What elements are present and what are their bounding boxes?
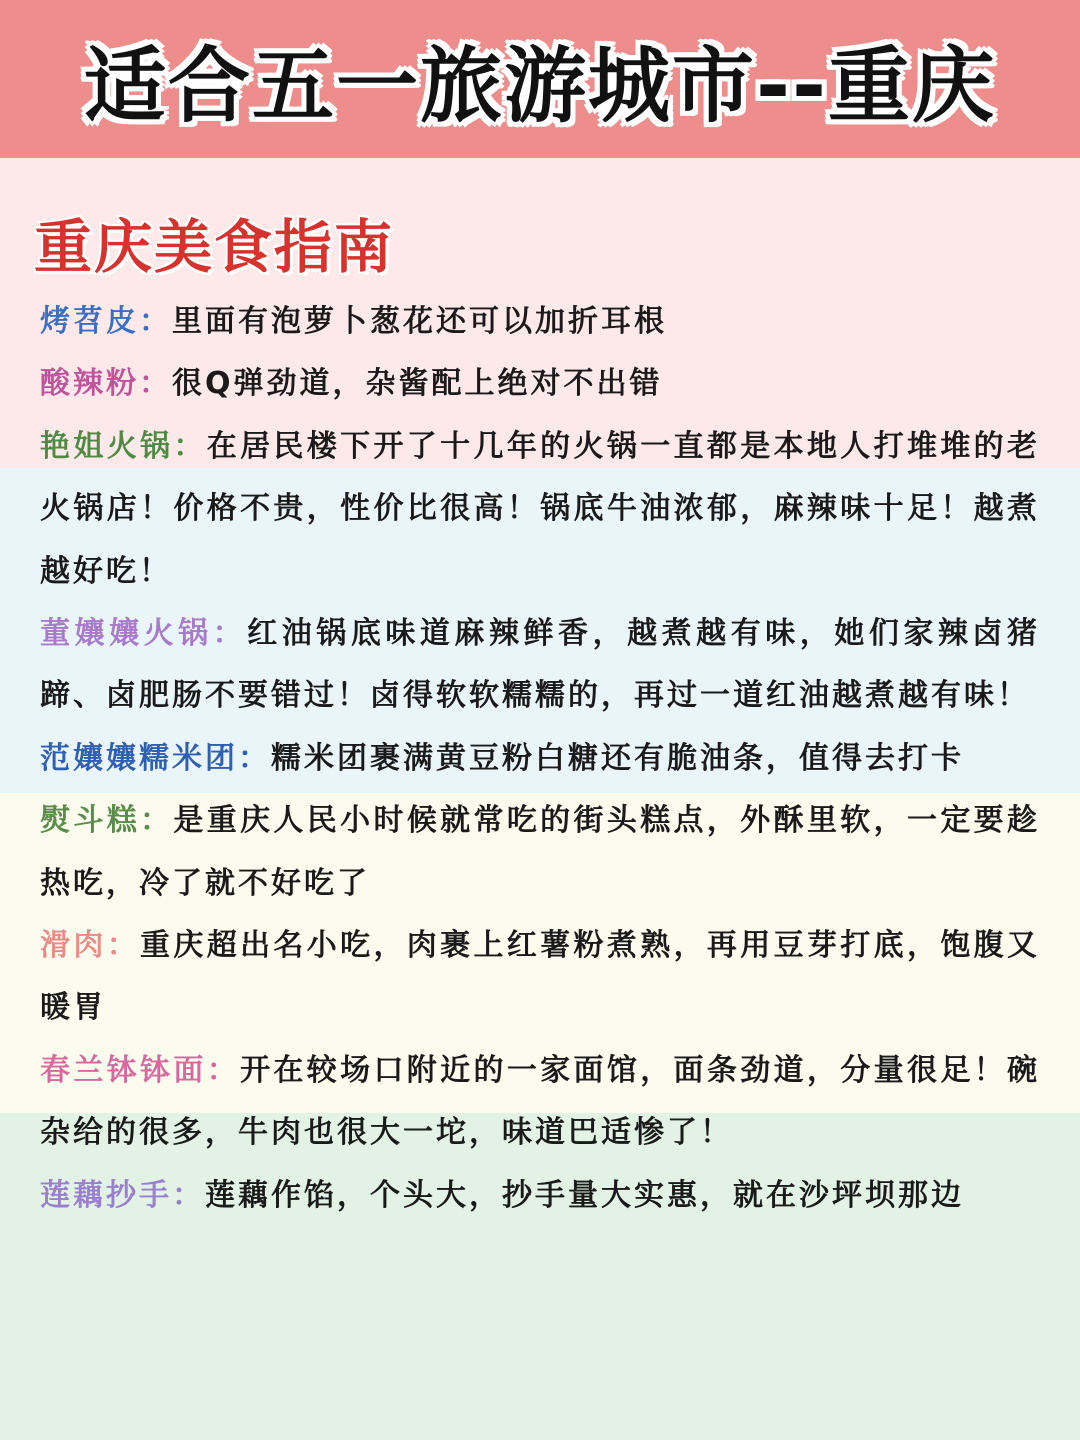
food-name: 艳姐火锅： [40, 428, 207, 464]
food-name: 春兰钵钵面： [40, 1052, 241, 1088]
page-title: 适合五一旅游城市--重庆 [83, 38, 997, 134]
header-banner [0, 0, 1080, 158]
food-name: 熨斗糕： [40, 803, 174, 839]
food-description: 是重庆人民小时候就常吃的街头糕点，外酥里软，一定要趁热吃，冷了就不好吃了 [40, 803, 1041, 901]
food-description: 很Q弹劲道，杂酱配上绝对不出错 [172, 366, 663, 402]
food-description: 在居民楼下开了十几年的火锅一直都是本地人打堆堆的老火锅店！价格不贵，性价比很高！锅底牛油浓郁，麻辣味十足！越煮越好吃！ [40, 428, 1041, 589]
food-entry [40, 603, 1040, 728]
food-name: 滑肉： [40, 928, 141, 964]
food-entry [40, 416, 1040, 603]
food-name: 酸辣粉： [40, 366, 172, 402]
food-name: 董孃孃火锅： [40, 616, 248, 652]
food-entry [40, 353, 1040, 415]
food-entry [40, 915, 1040, 1040]
food-description: 开在较场口附近的一家面馆，面条劲道，分量很足！碗杂给的很多，牛肉也很大一坨，味道巴适惨了！ [40, 1052, 1041, 1151]
food-entry [40, 1040, 1040, 1165]
food-name: 范孃孃糯米团： [40, 740, 271, 776]
food-description: 糯米团裹满黄豆粉白糖还有脆油条，值得去打卡 [271, 740, 964, 776]
food-list [40, 291, 1040, 1227]
section-title: 重庆美食指南 [34, 213, 395, 281]
food-entry [40, 1165, 1040, 1227]
food-entry [40, 790, 1040, 915]
food-description: 里面有泡萝卜葱花还可以加折耳根 [172, 304, 667, 339]
food-name: 莲藕抄手： [40, 1177, 205, 1213]
food-entry [40, 291, 1040, 353]
food-name: 烤苕皮： [40, 304, 172, 339]
food-description: 红油锅底味道麻辣鲜香，越煮越有味，她们家辣卤猪蹄、卤肥肠不要错过！卤得软软糯糯的，再过一道红油越煮越有味！ [40, 616, 1041, 714]
food-entry [40, 728, 1040, 790]
food-description: 莲藕作馅，个头大，抄手量大实惠，就在沙坪坝那边 [205, 1177, 964, 1213]
food-description: 重庆超出名小吃，肉裹上红薯粉煮熟，再用豆芽打底，饱腹又暖胃 [40, 928, 1041, 1026]
